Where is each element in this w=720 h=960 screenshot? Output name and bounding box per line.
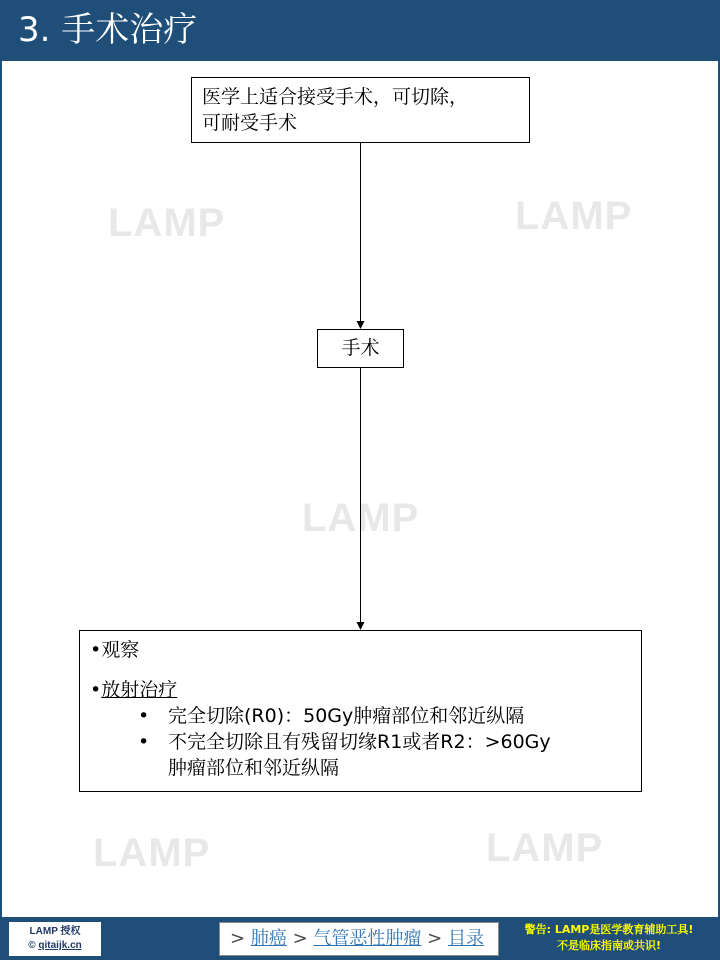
option-observe bbox=[90, 637, 631, 663]
license-site-link[interactable]: qitaijk.cn bbox=[38, 940, 82, 951]
watermark: LAMP bbox=[108, 201, 226, 245]
breadcrumb bbox=[219, 922, 499, 956]
breadcrumb-separator: > bbox=[292, 928, 308, 949]
disclaimer-warning bbox=[503, 922, 715, 954]
bullet: • bbox=[90, 639, 102, 661]
arrowhead bbox=[357, 321, 365, 329]
sub-item-text-cont: 肿瘤部位和邻近纵隔 bbox=[168, 757, 340, 779]
breadcrumb-link-contents[interactable]: 目录 bbox=[447, 928, 484, 949]
breadcrumb-link-tracheal-tumor[interactable]: 气管恶性肿瘤 bbox=[313, 928, 422, 949]
criteria-line-2: 可耐受手术 bbox=[202, 112, 298, 134]
sub-bullet: • bbox=[138, 705, 150, 727]
page-title: 3. 手术治疗 bbox=[18, 10, 198, 50]
watermark: LAMP bbox=[515, 194, 633, 238]
watermark: LAMP bbox=[93, 831, 211, 875]
arrowhead bbox=[357, 622, 365, 630]
surgery-box bbox=[317, 329, 404, 368]
criteria-box bbox=[191, 77, 530, 143]
footer-bar bbox=[0, 917, 720, 960]
breadcrumb-separator: > bbox=[427, 928, 443, 949]
warning-line-2: 不是临床指南或共识! bbox=[556, 939, 662, 952]
license-badge bbox=[9, 922, 101, 956]
sub-item-text: 完全切除(R0)：50Gy肿瘤部位和邻近纵隔 bbox=[168, 705, 525, 727]
observe-label: 观察 bbox=[101, 639, 140, 661]
watermark: LAMP bbox=[302, 496, 420, 540]
bullet: • bbox=[90, 679, 102, 701]
surgery-label: 手术 bbox=[341, 337, 380, 359]
header-bar bbox=[0, 0, 720, 61]
watermark: LAMP bbox=[486, 826, 604, 870]
option-radiotherapy bbox=[90, 677, 631, 703]
radiotherapy-label: 放射治疗 bbox=[101, 679, 178, 701]
sub-bullet: • bbox=[138, 731, 150, 753]
criteria-line-1: 医学上适合接受手术，可切除， bbox=[202, 86, 469, 108]
radiotherapy-sub-item-r1-r2 bbox=[90, 729, 631, 781]
license-site-line bbox=[9, 939, 101, 953]
sub-item-text: 不完全切除且有残留切缘R1或者R2：>60Gy bbox=[168, 731, 551, 753]
copyright-symbol: © bbox=[28, 940, 39, 951]
postop-treatment-box bbox=[79, 630, 642, 792]
license-line: LAMP 授权 bbox=[29, 926, 81, 937]
frame-left-border bbox=[0, 61, 2, 917]
breadcrumb-separator: > bbox=[230, 928, 246, 949]
warning-line-1: 警告: LAMP是医学教育辅助工具! bbox=[524, 923, 694, 936]
radiotherapy-sub-item-r0 bbox=[90, 703, 631, 729]
breadcrumb-link-lung-cancer[interactable]: 肺癌 bbox=[250, 928, 287, 949]
